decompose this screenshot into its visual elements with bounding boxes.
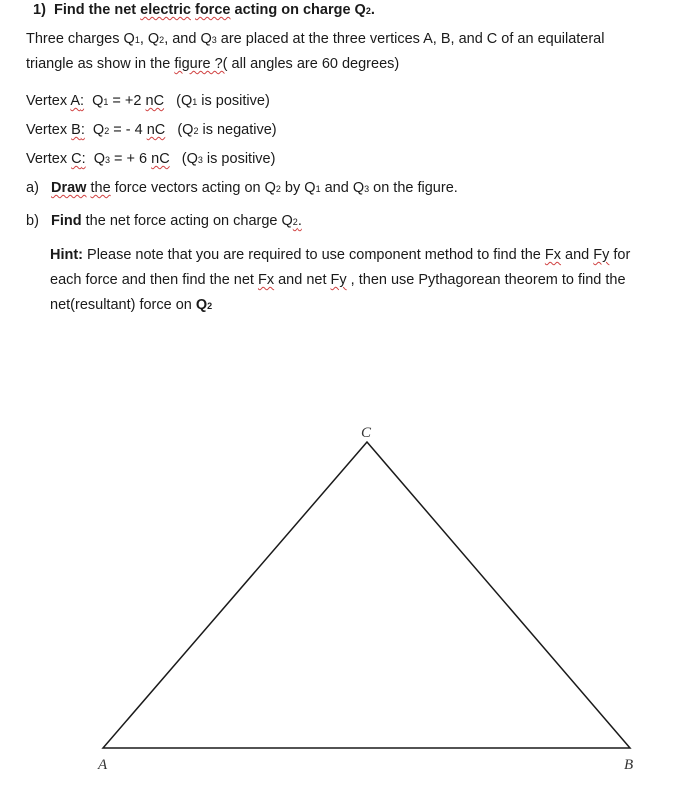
intro-line-2: triangle as show in the figure ?( all angles are 60 degrees) (26, 56, 400, 72)
question-number: 1) (33, 2, 46, 18)
figure-reference: figure ?( (174, 56, 228, 72)
part-b: b) Find the net force acting on charge Q2. (26, 213, 302, 229)
hint-line-1: Hint: Please note that you are required to use component method to find the Fx and Fy for (50, 247, 631, 263)
part-a: a) Draw the force vectors acting on Q2 by Q1 and Q3 on the figure. (26, 180, 458, 196)
vertex-b-line: Vertex B: Q2 = - 4 nC (Q2 is negative) (26, 122, 277, 138)
equilateral-triangle (103, 442, 630, 748)
vertex-b-label: B (624, 757, 634, 773)
vertex-c-line: Vertex C: Q3 = + 6 nC (Q3 is positive) (26, 151, 276, 167)
vertex-a-label: A (98, 757, 108, 773)
vertex-c-label: C (361, 425, 372, 441)
vertex-a-line: Vertex A: Q1 = +2 nC (Q1 is positive) (26, 93, 270, 109)
hint-line-3: net(resultant) force on Q2 (50, 297, 213, 313)
hint-line-2: each force and then find the net Fx and net Fy , then use Pythagorean theorem to find the (50, 272, 626, 288)
intro-line-1: Three charges Q1, Q2, and Q3 are placed at the three vertices A, B, and C of an equilateral (26, 31, 605, 47)
question-title: 1) Find the net electric force acting on charge Q2. (33, 2, 375, 18)
